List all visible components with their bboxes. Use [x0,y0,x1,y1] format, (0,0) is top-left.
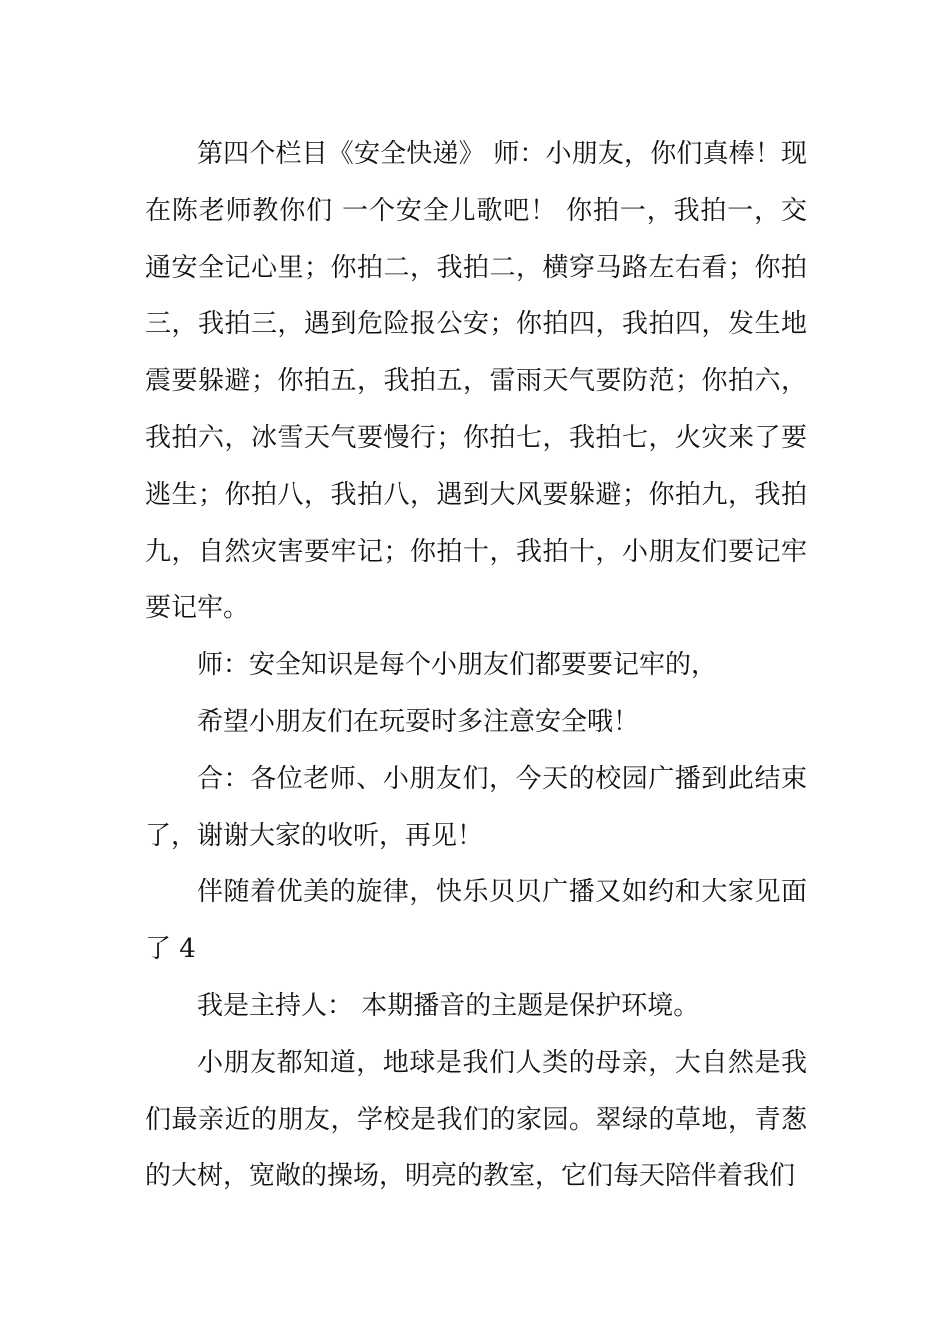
paragraph-teacher-remark: 师：安全知识是每个小朋友们都要要记牢的， [197,650,718,681]
paragraph-safety-hope: 希望小朋友们在玩耍时多注意安全哦！ [197,706,640,737]
paragraph-broadcast-intro: 伴随着优美的旋律，快乐贝贝广播又如约和大家见面了 4 [145,877,807,965]
paragraph-safety-song: 第四个栏目《安全快递》 师：小朋友，你们真棒！现在陈老师教你们 一个安全儿歌吧！ 你拍一，我拍一，交通安全记心里；你拍二，我拍二，横穿马路左右看；你拍三，我拍三，遇到危险报公安；你拍四，我拍四，发生地震要躲避；你拍五，我拍五，雷雨天气要防范；你拍六，我拍六，冰雪天气要慢行；你拍七，我拍七，火灾来了要逃生；你拍八，我拍八，遇到大风要躲避；你拍九，我拍九，自然灾害要牢记；你拍十，我拍十，小朋友们要记牢要记牢。 [145,139,807,624]
paragraph-host-theme: 我是主持人： 本期播音的主题是保护环境。 [197,990,700,1021]
paragraph-environment: 小朋友都知道，地球是我们人类的母亲，大自然是我们最亲近的朋友，学校是我们的家园。翠绿的草地，青葱的大树，宽敞的操场，明亮的教室，它们每天陪伴着我们 [145,1047,807,1192]
document-body [145,126,807,1205]
paragraph-closing: 合：各位老师、小朋友们，今天的校园广播到此结束了，谢谢大家的收听，再见！ [145,763,807,851]
